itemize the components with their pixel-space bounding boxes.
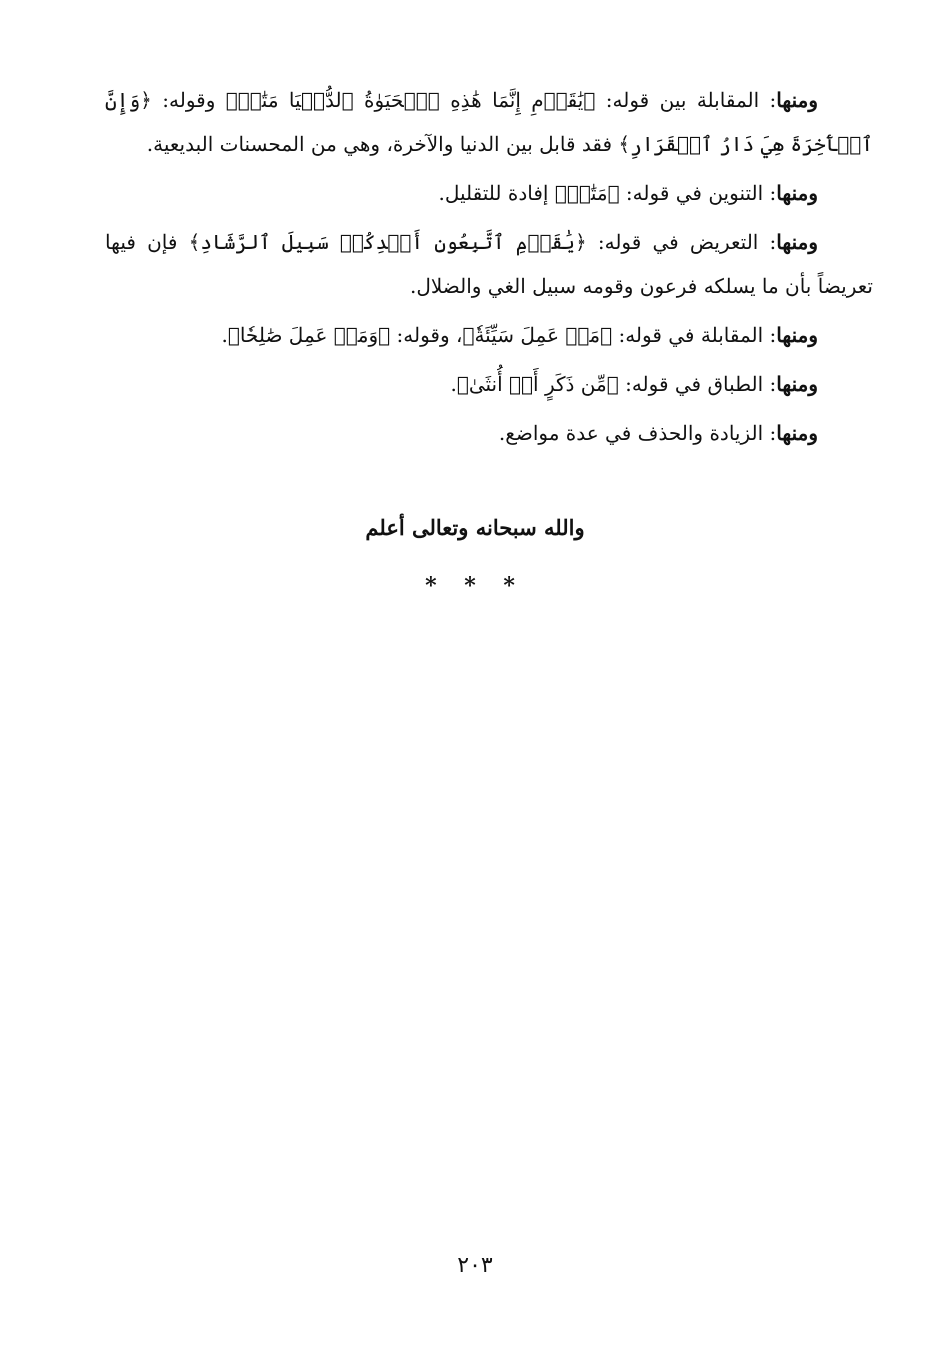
paragraph-text: .: [221, 323, 228, 347]
paragraph-text: : المقابلة بين قوله:: [595, 88, 777, 112]
paragraph-text: وقوله:: [151, 88, 226, 112]
quran-verse: ﴿وَإِنَّ ٱلۡأٓخِرَةَ هِيَ دَارُ ٱلۡقَرَارِ﴾: [105, 88, 873, 156]
paragraph-allusion: [105, 220, 873, 308]
paragraph-text: ، وقوله:: [390, 323, 463, 347]
paragraph-text: : الزيادة والحذف في عدة مواضع.: [498, 421, 777, 445]
quran-verse: ﴿يَٰقَوۡمِ ٱتَّبِعُونِ أَهۡدِكُمۡ سَبِيلَ ٱلرَّشَادِ﴾: [188, 230, 587, 254]
paragraph-text: : التنوين في قوله:: [619, 181, 777, 205]
paragraph-tibaq: [105, 362, 873, 406]
paragraph-text: فإن فيها تعريضاً بأن ما يسلكه فرعون وقومه سبيل الغي والضلال.: [105, 230, 873, 298]
quran-verse: ﴿مِّن ذَكَرٍ أَوۡ أُنثَىٰ﴾: [456, 372, 619, 396]
paragraph-text: .: [450, 372, 457, 396]
closing-phrase: والله سبحانه وتعالى أعلم: [365, 515, 585, 540]
paragraph-text: إفادة للتقليل.: [438, 181, 555, 205]
paragraph-antithesis-1: [105, 78, 873, 166]
quran-verse: ﴿وَمَنۡ عَمِلَ صَٰلِحٗا﴾: [227, 323, 391, 347]
paragraph-tanween: [105, 171, 873, 215]
body-text: [105, 78, 873, 460]
paragraph-addition-omission: [105, 411, 873, 455]
paragraph-lead: ومنها: [776, 372, 818, 396]
paragraph-text: : المقابلة في قوله:: [612, 323, 777, 347]
paragraph-lead: ومنها: [776, 421, 818, 445]
paragraph-antithesis-2: [105, 313, 873, 357]
quran-verse: ﴿يَٰقَوۡمِ إِنَّمَا هَٰذِهِ ٱلۡحَيَوٰةُ ٱلدُّنۡيَا مَتَٰعٞ﴾: [225, 88, 596, 112]
paragraph-text: فقد قابل بين الدنيا والآخرة، وهي من المحسنات البديعية.: [146, 132, 619, 156]
quran-verse: ﴿مَنۡ عَمِلَ سَيِّئَةٗ﴾: [462, 323, 613, 347]
paragraph-text: : الطباق في قوله:: [618, 372, 777, 396]
quran-verse: ﴿مَتَٰعٞ﴾: [554, 181, 620, 205]
paragraph-lead: ومنها: [776, 323, 818, 347]
paragraph-lead: ومنها: [776, 181, 818, 205]
paragraph-lead: ومنها: [776, 230, 818, 254]
paragraph-lead: ومنها: [776, 88, 819, 112]
page-number: ٢٠٣: [457, 1253, 493, 1278]
paragraph-text: : التعريض في قوله:: [586, 230, 777, 254]
section-separator: * * *: [425, 573, 525, 599]
